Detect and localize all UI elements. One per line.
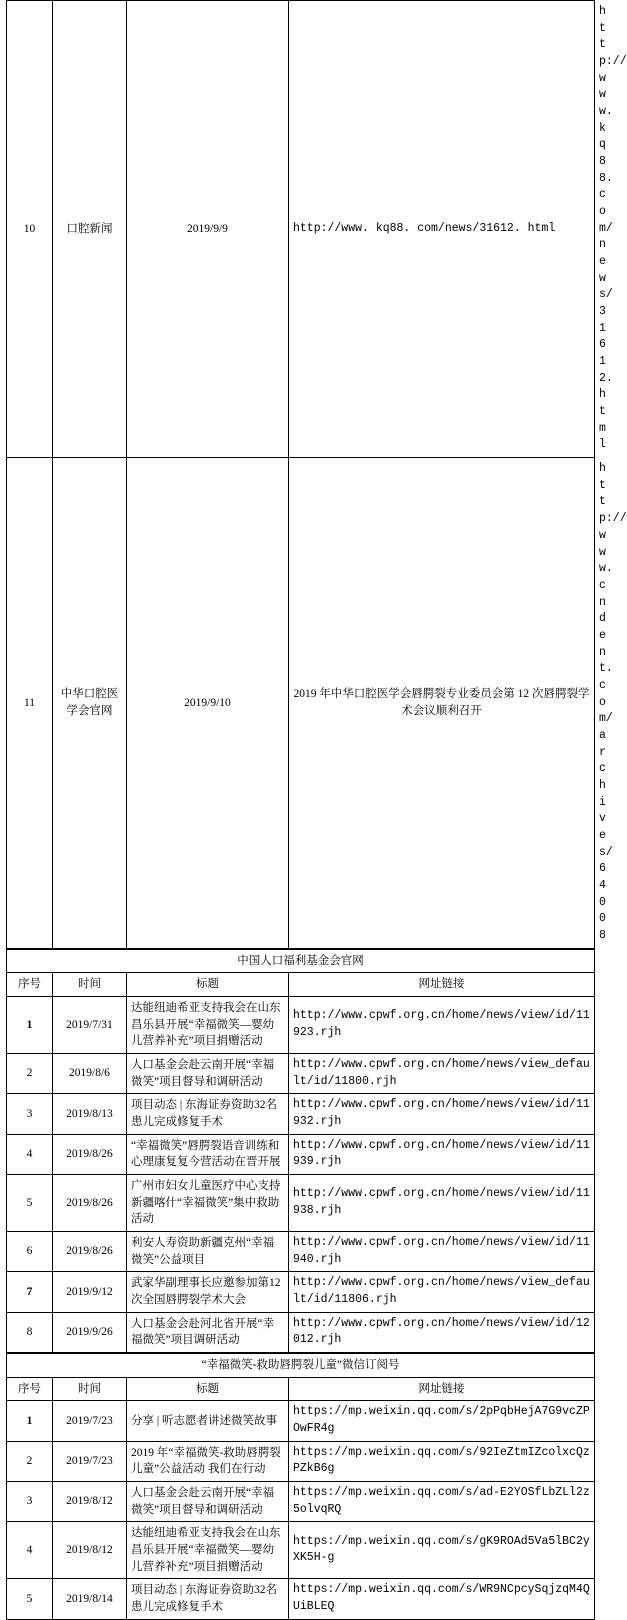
- row-time: 2019/7/23: [53, 1441, 127, 1481]
- row-seq: 4: [7, 1134, 53, 1174]
- row-title: 人口基金会赴河北省开展“幸福微笑”项目调研活动: [127, 1312, 289, 1352]
- column-header-seq: 序号: [7, 973, 53, 997]
- row-time: 2019/7/23: [53, 1401, 127, 1441]
- row-title: 项目动态 | 东海证券资助32名患儿完成修复手术: [127, 1094, 289, 1134]
- row-url[interactable]: https://mp.weixin.qq.com/s/gK9ROAd5Va5lBC2yXK5H-g: [289, 1522, 595, 1579]
- table-row: [7, 1312, 595, 1352]
- section-title: “幸福微笑-救助唇腭裂儿童”微信订阅号: [7, 1354, 595, 1378]
- section-title-row: [7, 949, 595, 973]
- column-header-time: 时间: [53, 1377, 127, 1401]
- row-time: 2019/8/6: [53, 1053, 127, 1093]
- header-row: [7, 1377, 595, 1401]
- row-seq: 1: [7, 1401, 53, 1441]
- row-title: 口腔新闻: [53, 1, 127, 458]
- row-seq: 3: [7, 1094, 53, 1134]
- row-title: 中华口腔医学会官网: [53, 458, 127, 948]
- row-title: 项目动态 | 东海证券资助32名患儿完成修复手术: [127, 1579, 289, 1619]
- row-seq: 2: [7, 1441, 53, 1481]
- column-header-title: 标题: [127, 1377, 289, 1401]
- row-time: 2019/8/26: [53, 1134, 127, 1174]
- row-title: 人口基金会赴云南开展“幸福微笑”项目督导和调研活动: [127, 1053, 289, 1093]
- row-url[interactable]: http://www.cpwf.org.cn/home/news/view/id/11932.rjh: [289, 1094, 595, 1134]
- column-header-url: 网址链接: [289, 973, 595, 997]
- row-time: 2019/7/31: [53, 996, 127, 1053]
- row-seq: 2: [7, 1053, 53, 1093]
- table-row: [7, 1232, 595, 1272]
- row-subject: 2019 年中华口腔医学会唇腭裂专业委员会第 12 次唇腭裂学术会议顺利召开: [289, 458, 595, 948]
- table-row: [7, 1522, 595, 1579]
- row-url[interactable]: https://mp.weixin.qq.com/s/92IeZtmIZcolxcQzPZkB6g: [289, 1441, 595, 1481]
- table-row: [7, 1094, 595, 1134]
- row-seq: 11: [7, 458, 53, 948]
- table-row: [7, 1272, 595, 1312]
- row-url[interactable]: http://www.cpwf.org.cn/home/news/view/id/11938.rjh: [289, 1175, 595, 1232]
- row-title: 利安人寿资助新疆克州“幸福微笑”公益项目: [127, 1232, 289, 1272]
- row-time: 2019/9/12: [53, 1272, 127, 1312]
- row-seq: 6: [7, 1232, 53, 1272]
- row-seq: 1: [7, 996, 53, 1053]
- row-time: 2019/9/9: [127, 1, 289, 458]
- table-row: [7, 1441, 595, 1481]
- row-url[interactable]: http://www.cpwf.org.cn/home/news/view/id/11923.rjh: [289, 996, 595, 1053]
- table-row: [7, 1482, 595, 1522]
- section-table-wechat: [6, 1353, 595, 1620]
- row-seq: 7: [7, 1272, 53, 1312]
- column-header-title: 标题: [127, 973, 289, 997]
- column-header-time: 时间: [53, 973, 127, 997]
- column-header-url: 网址链接: [289, 1377, 595, 1401]
- row-time: 2019/8/12: [53, 1482, 127, 1522]
- row-title: “幸福微笑”唇腭裂语音训练和心理康复复今营活动在晋开展: [127, 1134, 289, 1174]
- row-title: 达能纽迪希亚支持我会在山东昌乐县开展“幸福微笑—婴幼儿营养补充”项目捐赠活动: [127, 1522, 289, 1579]
- section-title-row: [7, 1354, 595, 1378]
- row-title: 达能纽迪希亚支持我会在山东昌乐县开展“幸福微笑—婴幼儿营养补充”项目捐赠活动: [127, 996, 289, 1053]
- row-title: 分享 | 听志愿者讲述微笑故事: [127, 1401, 289, 1441]
- row-url[interactable]: http://www.cpwf.org.cn/home/news/view_default/id/11800.rjh: [289, 1053, 595, 1093]
- row-url[interactable]: http://www.cpwf.org.cn/home/news/view/id/11939.rjh: [289, 1134, 595, 1174]
- row-seq: 4: [7, 1522, 53, 1579]
- table-row: [7, 1134, 595, 1174]
- row-seq: 8: [7, 1312, 53, 1352]
- table-row: [7, 1053, 595, 1093]
- row-time: 2019/8/26: [53, 1175, 127, 1232]
- row-time: 2019/8/26: [53, 1232, 127, 1272]
- row-time: 2019/9/26: [53, 1312, 127, 1352]
- row-seq: 10: [7, 1, 53, 458]
- row-time: 2019/8/12: [53, 1522, 127, 1579]
- row-url[interactable]: https://mp.weixin.qq.com/s/2pPqbHejA7G9vcZPOwFR4g: [289, 1401, 595, 1441]
- row-seq: 3: [7, 1482, 53, 1522]
- row-seq: 5: [7, 1579, 53, 1619]
- row-seq: 5: [7, 1175, 53, 1232]
- row-title: 武家华副理事长应邀参加第12次全国唇腭裂学术大会: [127, 1272, 289, 1312]
- row-url[interactable]: http://www.cpwf.org.cn/home/news/view/id/11940.rjh: [289, 1232, 595, 1272]
- row-url[interactable]: https://mp.weixin.qq.com/s/ad-E2YOSfLbZLl2z5olvqRQ: [289, 1482, 595, 1522]
- table-row: [7, 1401, 595, 1441]
- row-title: 人口基金会赴云南开展“幸福微笑”项目督导和调研活动: [127, 1482, 289, 1522]
- header-row: [7, 973, 595, 997]
- row-time: 2019/9/10: [127, 458, 289, 948]
- row-time: 2019/8/14: [53, 1579, 127, 1619]
- table-row: 10 口腔新闻 2019/9/9 http://www. kq88. com/news/31612. html http://www.kq88.com/news/31612.html: [7, 1, 595, 458]
- row-url[interactable]: https://mp.weixin.qq.com/s/WR9NCpcySqjzqM4QUiBLEQ: [289, 1579, 595, 1619]
- table-row: [7, 996, 595, 1053]
- top-table: [6, 0, 627, 949]
- section-table-cpwf: [6, 949, 595, 1353]
- table-row: [7, 1175, 595, 1232]
- row-url-raw[interactable]: http://www. kq88. com/news/31612. html: [289, 1, 595, 458]
- row-time: 2019/8/13: [53, 1094, 127, 1134]
- row-url[interactable]: http://www.cpwf.org.cn/home/news/view/id/12012.rjh: [289, 1312, 595, 1352]
- column-header-seq: 序号: [7, 1377, 53, 1401]
- table-row: [7, 1579, 595, 1619]
- row-url[interactable]: http://www.cpwf.org.cn/home/news/view_default/id/11806.rjh: [289, 1272, 595, 1312]
- table-row: 11 中华口腔医学会官网 2019/9/10 2019 年中华口腔医学会唇腭裂专业委员会第 12 次唇腭裂学术会议顺利召开 http://www.cndent.com/archives/64008: [7, 458, 595, 948]
- row-title: 2019 年“幸福微笑-救助唇腭裂儿童”公益活动 我们在行动: [127, 1441, 289, 1481]
- row-title: 广州市妇女儿童医疗中心支持新疆喀什“幸福微笑”集中救助活动: [127, 1175, 289, 1232]
- section-title: 中国人口福利基金会官网: [7, 949, 595, 973]
